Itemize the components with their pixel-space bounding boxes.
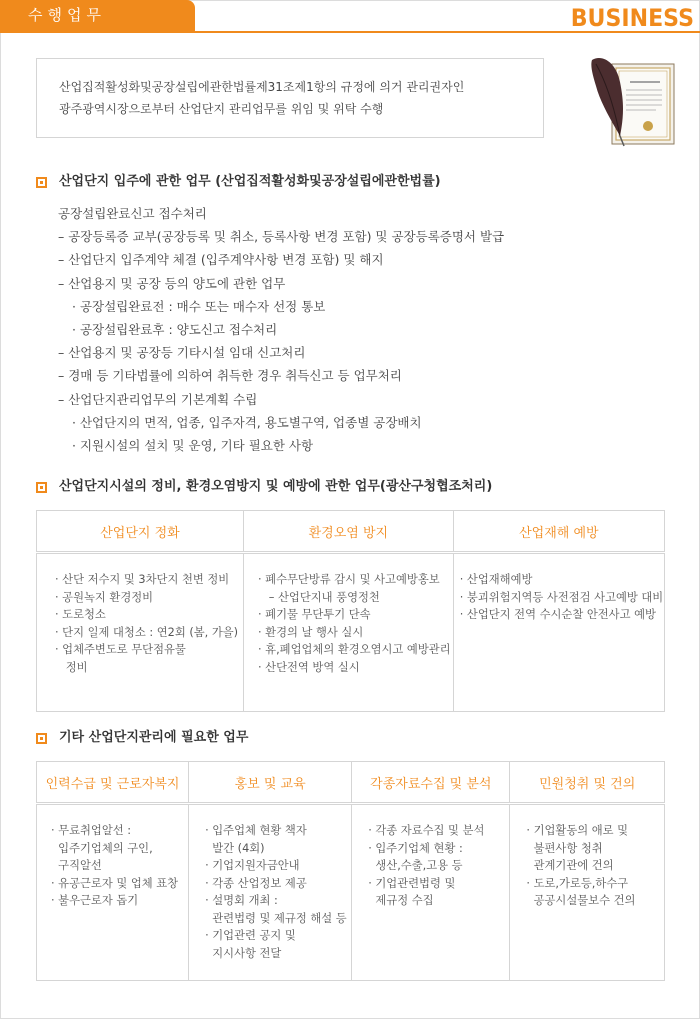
list-subitem: · 공장설립완료후 : 양도신고 접수처리 [72, 322, 278, 338]
business-title: BUSINESS [570, 4, 694, 32]
certificate-with-quill-pen-icon [590, 52, 678, 147]
cell-item: · 도로,가로등,하수구 [526, 876, 629, 890]
table-header-row [37, 762, 665, 804]
cell-item: 구직알선 [51, 859, 102, 872]
column-header: 각종자료수집 및 분석 [352, 762, 510, 804]
list-item: – 산업단지 입주계약 체결 (입주계약사항 변경 포함) 및 해지 [58, 252, 384, 268]
section2-title: 산업단지시설의 정비, 환경오염방지 및 예방에 관한 업무(광산구청협조처리) [59, 479, 493, 494]
cell-item: · 기업관련 공지 및 [205, 929, 296, 942]
cell-item: 공공시설물보수 건의 [526, 894, 636, 907]
cell-item: · 각종 산업정보 제공 [205, 876, 307, 890]
column-header: 환경오염 방지 [244, 511, 454, 553]
intro-box [36, 58, 544, 138]
cell-item: 입주기업체의 구인, [51, 841, 153, 855]
cell-item: · 업체주변도로 무단점유물 [55, 643, 186, 656]
bullet-square-icon [36, 733, 47, 744]
section3-table [36, 761, 665, 981]
table-cell [189, 804, 352, 981]
cell-item: 지시사항 전달 [205, 946, 282, 960]
section3-heading [36, 729, 248, 747]
cell-item: · 입주기업체 현황 : [368, 841, 463, 855]
section1-list [58, 202, 504, 457]
cell-item: · 산업단지 전역 수시순찰 안전사고 예방 [459, 608, 656, 621]
section2-heading [36, 478, 492, 496]
cell-item: – 산업단지내 풍영정천 [258, 590, 380, 604]
table-cell [352, 804, 510, 981]
cell-item: · 폐기물 무단투기 단속 [258, 608, 371, 621]
cell-item: · 공원녹지 환경정비 [55, 590, 154, 604]
section2-table [36, 510, 665, 712]
cell-list [460, 571, 664, 624]
list-item: – 경매 등 기타법률에 의하여 취득한 경우 취득신고 등 업무처리 [58, 368, 402, 384]
cell-item: · 설명회 개최 : [205, 894, 278, 907]
cell-list [368, 822, 509, 910]
section-tab: 수행업무 [0, 0, 195, 31]
bullet-square-icon [36, 482, 47, 493]
list-item: – 산업용지 및 공장등 기타시설 임대 신고처리 [58, 345, 306, 361]
list-subitem: · 공장설립완료전 : 매수 또는 매수자 선정 통보 [72, 298, 326, 314]
cell-item: · 유공근로자 및 업체 표창 [51, 876, 179, 890]
column-header: 인력수급 및 근로자복지 [37, 762, 189, 804]
cell-list [55, 571, 243, 676]
column-header: 산업재해 예방 [453, 511, 664, 553]
cell-item: · 각종 자료수집 및 분석 [368, 824, 485, 837]
list-item: – 산업용지 및 공장 등의 양도에 관한 업무 [58, 275, 286, 291]
cell-item: · 불우근로자 돕기 [51, 894, 139, 907]
cell-item: · 무료취업알선 : [51, 824, 132, 837]
table-row [37, 804, 665, 981]
cell-list [258, 571, 453, 676]
table-header-row [37, 511, 665, 553]
cell-item: · 기업지원자금안내 [205, 859, 300, 872]
cell-item: · 붕괴위험지역등 사전점검 사고예방 대비 [459, 590, 664, 604]
bullet-square-icon [36, 177, 47, 188]
cell-list [526, 822, 664, 910]
cell-item: 불편사항 청취 [526, 841, 603, 855]
section1-heading [36, 173, 441, 191]
table-row [37, 553, 665, 712]
section3-title: 기타 산업단지관리에 필요한 업무 [59, 730, 249, 745]
cell-item: 관련법령 및 제규정 해설 등 [205, 911, 347, 925]
table-cell [37, 553, 244, 712]
cell-item: · 환경의 날 행사 실시 [258, 625, 364, 639]
column-header: 민원청취 및 건의 [510, 762, 665, 804]
cell-item: 정비 [55, 660, 88, 674]
column-header: 산업단지 정화 [37, 511, 244, 553]
list-item: 공장설립완료신고 접수처리 [58, 206, 207, 221]
cell-item: · 산업재해예방 [459, 573, 533, 586]
table-cell [510, 804, 665, 981]
cell-item: 관계기관에 건의 [526, 859, 614, 872]
section1-title: 산업단지 입주에 관한 업무 (산업집적활성화및공장설립에관한법률) [59, 174, 441, 189]
cell-list [51, 822, 188, 910]
cell-item: · 도로청소 [55, 608, 106, 621]
cell-item: · 휴,폐업업체의 환경오염시고 예방관리 [258, 643, 451, 656]
cell-item: · 산단전역 방역 실시 [258, 660, 360, 674]
cell-item: · 기업관련법령 및 [368, 876, 456, 890]
cell-list [205, 822, 351, 962]
cell-item: · 폐수무단방류 감시 및 사고예방홍보 [258, 573, 440, 586]
cell-item: 생산,수출,고용 등 [368, 859, 463, 872]
table-cell [37, 804, 189, 981]
cell-item: · 산단 저수지 및 3차단지 천변 정비 [55, 573, 230, 586]
table-cell [453, 553, 664, 712]
list-subitem: · 산업단지의 면적, 업종, 입주자격, 용도별구역, 업종별 공장배치 [72, 414, 422, 430]
list-item: – 산업단지관리업무의 기본계획 수립 [58, 391, 258, 407]
list-item: – 공장등록증 교부(공장등록 및 취소, 등록사항 변경 포함) 및 공장등록증명서 발급 [58, 229, 505, 245]
cell-item: 발간 (4회) [205, 841, 265, 855]
intro-line-2: 광주광역시장으로부터 산업단지 관리업무를 위임 및 위탁 수행 [59, 102, 384, 116]
column-header: 홍보 및 교육 [189, 762, 352, 804]
list-subitem: · 지원시설의 설치 및 운영, 기타 필요한 사항 [72, 438, 314, 454]
cell-item: 제규정 수집 [368, 894, 434, 907]
cell-item: · 단지 일제 대청소 : 연2회 (봄, 가을) [55, 625, 239, 639]
table-cell [244, 553, 454, 712]
cell-item: · 기업활동의 애로 및 [526, 824, 629, 837]
intro-line-1: 산업집적활성화및공장설립에관한법률제31조제1항의 규정에 의거 관리권자인 [59, 80, 465, 94]
cell-item: · 입주업체 현황 책자 [205, 824, 307, 837]
